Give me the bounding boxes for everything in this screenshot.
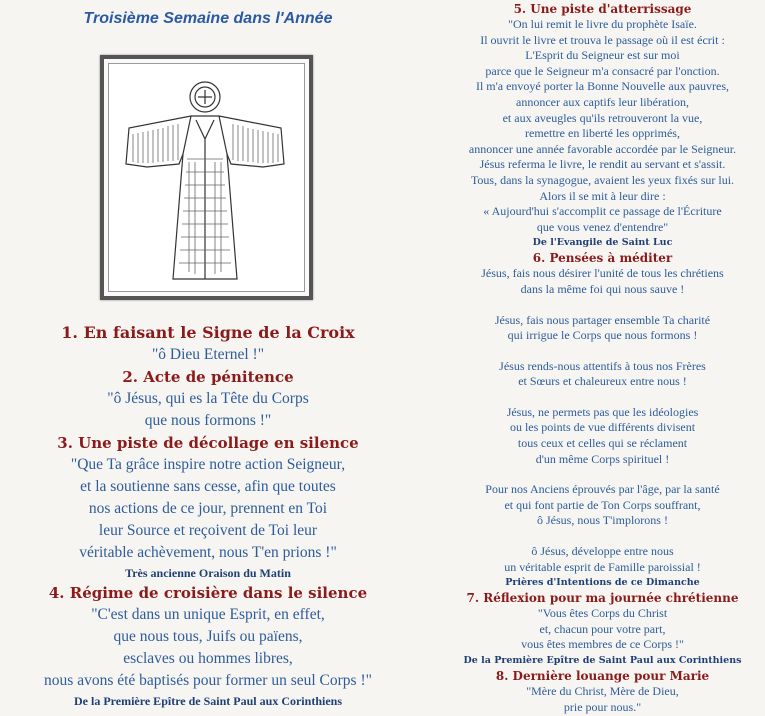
section-5-line: que vous venez d'entendre" — [536, 219, 669, 234]
section-8-line: prie pour nous." — [563, 699, 642, 714]
page-title: Troisième Semaine dans l'Année — [83, 10, 333, 27]
section-4 — [0, 582, 416, 710]
section-6-line: Jésus, fais nous désirer l'unité de tous les chrétiens — [481, 266, 724, 281]
section-3 — [0, 432, 416, 582]
section-2 — [0, 366, 416, 432]
section-5-line: L'Esprit du Seigneur est sur moi — [525, 48, 680, 63]
section-3-line: et la soutienne sans cesse, afin que toutes — [80, 478, 336, 495]
section-4-line: nous avons été baptisés pour former un seul Corps !" — [44, 672, 372, 689]
section-6-source: Prières d'Intentions de ce Dimanche — [505, 577, 700, 589]
section-6-line: qui irrigue le Corps que nous formons ! — [507, 328, 698, 343]
section-4-line: "C'est dans un unique Esprit, en effet, — [91, 606, 325, 623]
section-6-line: ô Jésus, développe entre nous — [531, 544, 674, 559]
section-3-line: véritable achèvement, nous T'en prions !" — [79, 544, 337, 561]
section-5-line: Il m'a envoyé porter la Bonne Nouvelle aux pauvres, — [475, 79, 730, 94]
section-3-source: Très ancienne Oraison du Matin — [125, 566, 291, 580]
section-4-source: De la Première Epître de Saint Paul aux Corinthiens — [74, 694, 342, 708]
right-column — [440, 1, 765, 715]
section-5-line: annoncer une année favorable accordée par le Seigneur. — [468, 141, 737, 156]
section-7-source: De la Première Epître de Saint Paul aux Corinthiens — [463, 655, 742, 666]
section-4-line: que nous tous, Juifs ou païens, — [113, 628, 303, 645]
section-6-line: et qui font partie de Ton Corps souffrant, — [504, 497, 701, 512]
framed-picture — [100, 55, 313, 300]
section-8-line: "Mère du Christ, Mère de Dieu, — [526, 684, 679, 698]
section-5-line: parce que le Seigneur m'a consacré par l'onction. — [485, 63, 720, 78]
section-7-line: "Vous êtes Corps du Christ — [537, 606, 668, 621]
section-6-line: ou les points de vue différents divisent — [509, 420, 696, 435]
section-6-line: et Sœurs et chaleureux entre nous ! — [518, 374, 687, 389]
section-4-line: esclaves ou hommes libres, — [123, 650, 293, 667]
section-2-line: "ô Jésus, qui es la Tête du Corps — [107, 390, 309, 407]
section-5-line: Tous, dans la synagogue, avaient les yeux fixés sur lui. — [470, 172, 735, 187]
section-3-line: leur Source et reçoivent de Toi leur — [98, 522, 318, 539]
section-5-line: annoncer aux captifs leur libération, — [516, 94, 689, 109]
section-6-line: Jésus, ne permets pas que les idéologies — [506, 404, 699, 419]
section-5-source: De l'Evangile de Saint Luc — [532, 237, 673, 249]
section-3-heading: 3. Une piste de décollage en silence — [57, 434, 359, 452]
section-5-heading: 5. Une piste d'atterrissage — [513, 2, 692, 16]
section-4-heading: 4. Régime de croisière dans le silence — [48, 584, 368, 602]
section-3-line: "Que Ta grâce inspire notre action Seigneur, — [70, 456, 346, 473]
section-6-line: dans la même foi qui nous sauve ! — [520, 281, 685, 296]
section-6-line: ô Jésus, nous T'implorons ! — [537, 513, 668, 528]
section-6-line: Jésus rends-nous attentifs à tous nos Frères — [499, 358, 706, 373]
section-5-line: remettre en liberté les opprimés, — [525, 126, 680, 141]
section-1-line: "ô Dieu Eternel !" — [151, 346, 265, 363]
section-2-heading: 2. Acte de pénitence — [122, 368, 294, 386]
section-6-line: un véritable esprit de Famille paroissial ! — [504, 559, 701, 574]
section-6-heading: 6. Pensées à méditer — [532, 251, 673, 266]
section-1-heading: 1. En faisant le Signe de la Croix — [61, 323, 355, 342]
section-5-line: Il ouvrit le livre et trouva le passage où il est écrit : — [480, 32, 725, 47]
section-2-line: que nous formons !" — [144, 412, 272, 429]
section-5-line: et aux aveugles qu'ils retrouveront la vue, — [502, 110, 703, 125]
section-6-line: Jésus, fais nous partager ensemble Ta charité — [494, 312, 711, 327]
section-7-line: et, chacun pour votre part, — [539, 621, 666, 636]
section-1 — [0, 322, 416, 366]
section-5-line: Jésus referma le livre, le rendit au servant et s'assit. — [479, 157, 726, 172]
crucified-christ-drawing — [109, 64, 302, 289]
section-3-line: nos actions de ce jour, prennent en Toi — [88, 500, 328, 517]
section-5-line: « Aujourd'hui s'accomplit ce passage de l'Écriture — [483, 204, 722, 219]
section-5-line: "On lui remit le livre du prophète Isaïe. — [508, 17, 697, 31]
section-7-heading: 7. Réflexion pour ma journée chrétienne — [466, 591, 739, 606]
section-6-line: d'un même Corps spirituel ! — [535, 451, 670, 466]
section-7-line: vous êtes membres de ce Corps !" — [521, 637, 684, 652]
section-5-line: Alors il se mit à leur dire : — [539, 188, 666, 203]
section-6-line: tous ceux et celles qui se réclament — [517, 436, 688, 451]
section-6-line: Pour nos Anciens éprouvés par l'âge, par la santé — [485, 482, 720, 497]
section-8-heading: 8. Dernière louange pour Marie — [495, 669, 710, 683]
